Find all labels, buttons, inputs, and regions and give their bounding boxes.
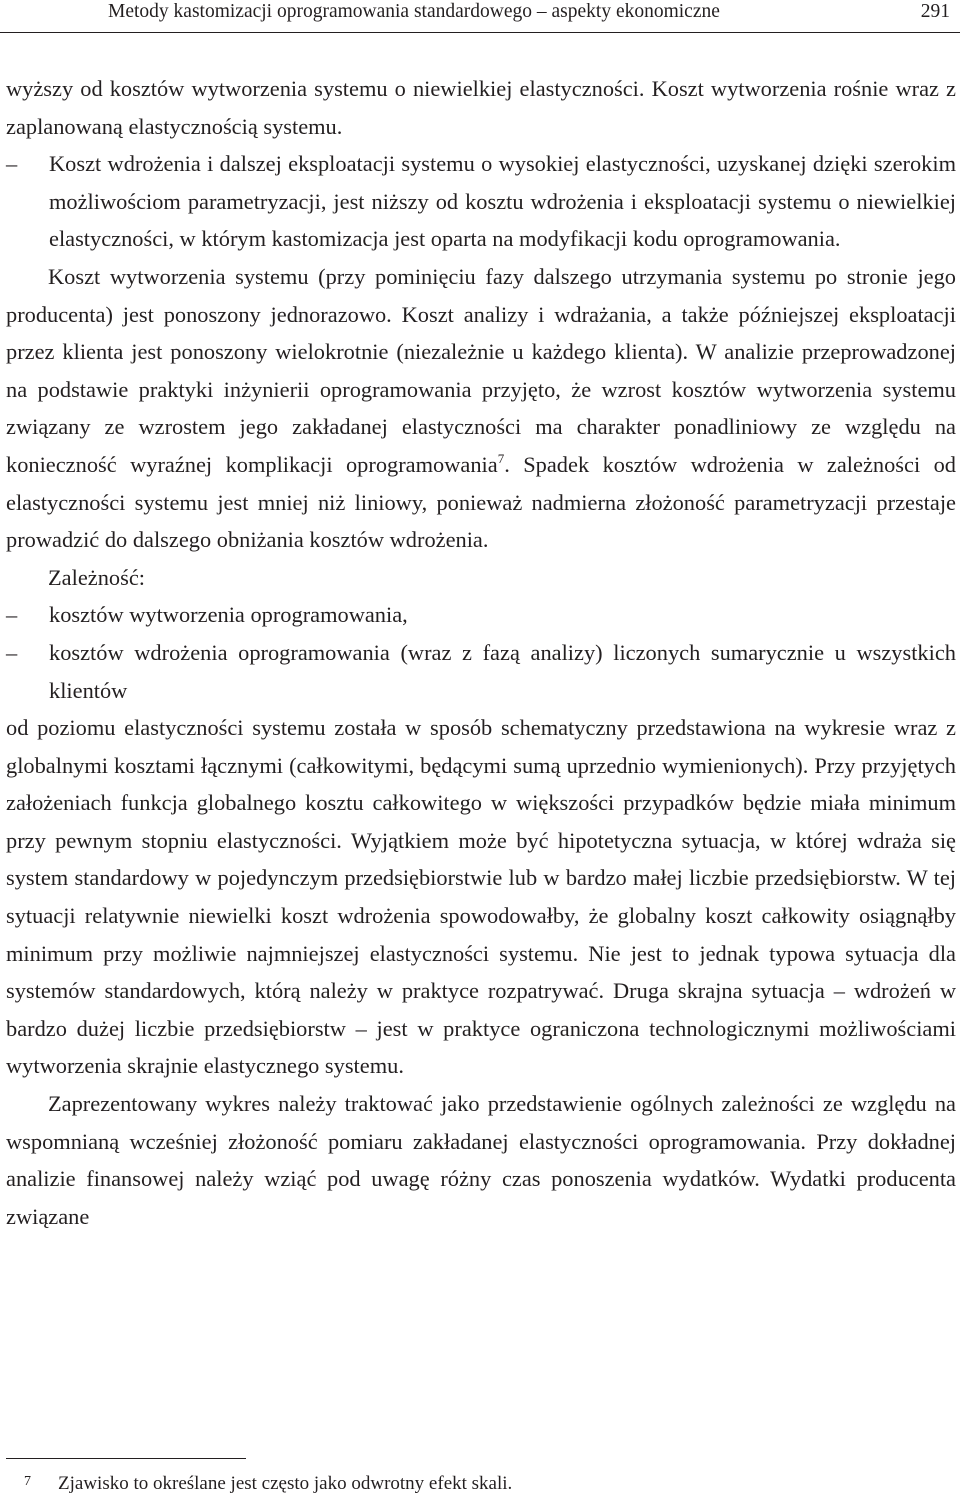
running-head: [0, 0, 960, 33]
paragraph-text: Koszt wytworzenia systemu (przy pominięciu fazy dalszego utrzymania systemu po stronie jego producenta) jest ponoszony jednorazowo. Koszt analizy i wdrażania, a także późniejszej eksploatacji przez klienta jest ponoszony wielokrotnie (niezależnie u każdego klienta). W analizie przeprowadzonej na podstawie praktyki inżynierii oprogramowania przyjęto, że wzrost kosztów wytworzenia systemu związany ze wzrostem jego zakładanej elastyczności ma charakter ponadliniowy ze względu na konieczność wyraźnej komplikacji oprogramowania: [6, 263, 956, 477]
footnote: [24, 1470, 512, 1496]
dash-marker: –: [6, 602, 18, 628]
footnote-number: 7: [24, 1474, 31, 1489]
dash-marker: –: [6, 639, 18, 665]
paragraph-continuation: wyższy od kosztów wytworzenia systemu o niewielkiej elastyczności. Koszt wytworzenia rośnie wraz z zaplanowaną elastycznością systemu.: [6, 76, 956, 139]
dash-marker: –: [6, 151, 18, 177]
list-item-dash-2: [6, 596, 956, 634]
list-item-text: Koszt wdrożenia i dalszej eksploatacji systemu o wysokiej elastyczności, uzyskanej dzięki szerokim możliwościom parametryzacji, jest niższy od kosztu wdrożenia i eksploatacji systemu o niewielkiej elastyczności, w którym kastomizacja jest oparta na modyfikacji kodu oprogramowania.: [49, 151, 956, 252]
paragraph: od poziomu elastyczności systemu została w sposób schematyczny przedstawiona na wykresie wraz z globalnymi kosztami łącznymi (całkowitymi, będącymi sumą uprzednio wymienionych). Przy przyjętych założeniach funkcja globalnego kosztu całkowitego w większości przypadków będzie miała minimum przy pewnym stopniu elastyczności. Wyjątkiem może być hipotetyczna sytuacja, w której wdraża się system standardowy w pojedynczym przedsiębiorstwie lub w bardzo małej liczbie przedsiębiorstw. W tej sytuacji relatywnie niewielki koszt wdrożenia spowodowałby, że globalny koszt całkowity osiągnąłby minimum przy możliwie najmniejszej elastyczności systemu. Nie jest to jednak typowa sytuacja dla systemów standardowych, którą należy w praktyce rozpatrywać. Druga skrajna sytuacja – wdrożeń w bardzo dużej liczbie przedsiębiorstw – jest w praktyce ograniczona technologicznymi możliwościami wytworzenia skrajnie elastycznego systemu.: [6, 715, 956, 1079]
footnote-text: Zjawisko to określane jest często jako odwrotny efekt skali.: [58, 1473, 513, 1494]
list-item-text: kosztów wdrożenia oprogramowania (wraz z fazą analizy) liczonych sumarycznie u wszystkich klientów: [49, 639, 956, 703]
paragraph: [6, 258, 956, 559]
footnote-separator: [6, 1458, 246, 1459]
list-item-text: kosztów wytworzenia oprogramowania,: [49, 602, 408, 628]
paragraph: Zaprezentowany wykres należy traktować jako przedstawienie ogólnych zależności ze względu na wspomnianą wcześniej złożoność pomiaru zakładanej elastyczności oprogramowania. Przy dokładnej analizie finansowej należy wziąć pod uwagę różny czas ponoszenia wydatków. Wydatki producenta związane: [6, 1091, 956, 1229]
page-number: 291: [920, 1, 950, 22]
list-item-dash-1: [6, 145, 956, 258]
footnote-reference[interactable]: 7: [497, 450, 505, 466]
running-head-title: Metody kastomizacji oprogramowania standardowego – aspekty ekonomiczne: [108, 1, 720, 22]
paragraph-text-end: . Spadek kosztów wdrożenia w zależności od elastyczności systemu jest mniej niż liniowy, ponieważ nadmierna złożoność parametryzacji przestaje prowadzić do dalszego obniżania kosztów wdrożenia.: [6, 451, 956, 553]
list-item-dash-3: [6, 634, 956, 709]
body-text: [6, 70, 956, 1235]
paragraph-heading-dependency: Zależność:: [48, 564, 145, 590]
